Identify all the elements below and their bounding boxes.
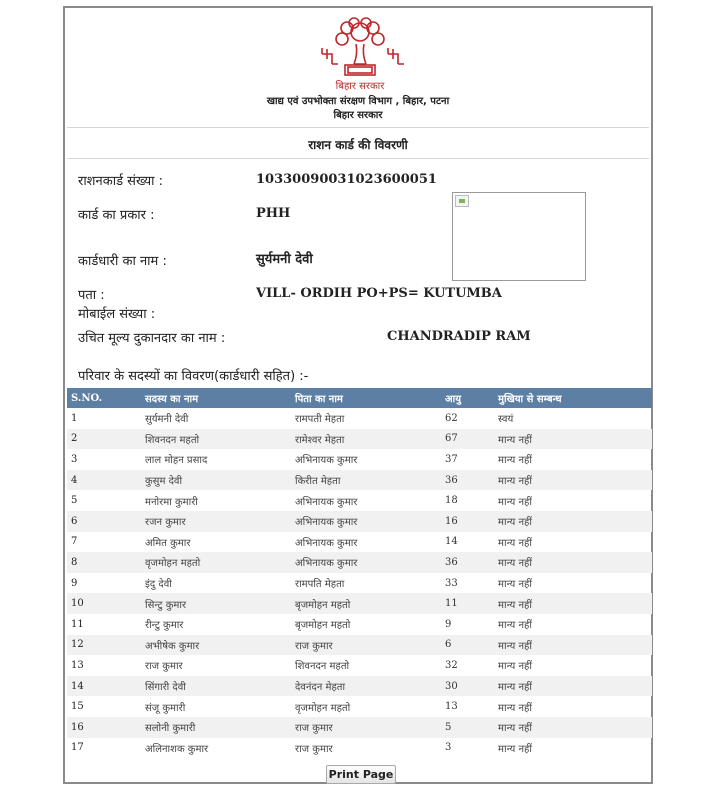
column-header: सदस्य का नाम bbox=[141, 388, 291, 408]
table-cell-age: 33 bbox=[445, 577, 458, 589]
address-label: पता : bbox=[78, 288, 105, 303]
table-cell-age: 13 bbox=[445, 701, 458, 713]
table-cell-age: 11 bbox=[441, 593, 494, 614]
table-cell-rel: मान्य नहीं bbox=[494, 429, 652, 450]
table-cell-sno: 6 bbox=[67, 511, 141, 532]
mobile-label: मोबाईल संख्या : bbox=[78, 307, 156, 322]
table-cell-father: रामेश्वर मेहता bbox=[291, 429, 441, 450]
table-cell-rel: मान्य नहीं bbox=[498, 579, 532, 591]
table-row bbox=[67, 614, 652, 635]
table-row bbox=[67, 449, 652, 470]
table-cell-name: सलोनी कुमारी bbox=[141, 717, 291, 738]
table-cell-father: वृजमोहन महतो bbox=[295, 702, 351, 714]
table-cell-name: अमित कुमार bbox=[145, 537, 191, 549]
holder-name: सुर्यमनी देवी bbox=[256, 252, 313, 267]
table-cell-rel: मान्य नहीं bbox=[494, 676, 652, 697]
table-cell-name: रजन कुमार bbox=[141, 511, 291, 532]
table-cell-name: शिवनदन महतो bbox=[141, 429, 291, 450]
table-header-row bbox=[67, 388, 652, 408]
table-cell-age: 14 bbox=[445, 536, 458, 548]
section-title: राशन कार्ड की विवरणी bbox=[308, 138, 408, 152]
table-cell-age: 9 bbox=[445, 618, 452, 630]
table-cell-father: बृजमोहन महतो bbox=[295, 620, 351, 632]
column-header: पिता का नाम bbox=[291, 388, 441, 408]
table-cell-father: अभिनायक कुमार bbox=[295, 455, 358, 467]
table-cell-name: रीन्टु कुमार bbox=[145, 620, 184, 632]
table-cell-rel: मान्य नहीं bbox=[498, 702, 532, 714]
table-cell-sno: 7 bbox=[71, 536, 78, 548]
table-cell-rel: मान्य नहीं bbox=[494, 552, 652, 573]
table-row bbox=[67, 490, 652, 511]
table-row bbox=[67, 573, 652, 594]
emblem-text: बिहार सरकार bbox=[335, 81, 385, 92]
table-cell-father: राज कुमार bbox=[291, 717, 441, 738]
table-cell-rel: मान्य नहीं bbox=[494, 593, 652, 614]
table-cell-name: संजू कुमारी bbox=[145, 702, 186, 714]
members-title: परिवार के सदस्यों का विवरण(कार्डधारी सहित) :- bbox=[78, 369, 309, 384]
table-cell-age: 37 bbox=[445, 453, 458, 465]
table-row bbox=[67, 470, 652, 491]
table-cell-father: अभिनायक कुमार bbox=[291, 552, 441, 573]
members-table bbox=[67, 388, 652, 758]
holder-name-label: कार्डधारी का नाम : bbox=[78, 254, 167, 269]
table-cell-father: रामपति मेहता bbox=[295, 579, 345, 591]
table-cell-name: अभीषेक कुमार bbox=[141, 635, 291, 656]
table-cell-sno: 16 bbox=[67, 717, 141, 738]
table-cell-father: शिवनदन महतो bbox=[295, 661, 350, 673]
divider bbox=[67, 158, 649, 159]
table-cell-rel: मान्य नहीं bbox=[498, 661, 532, 673]
table-cell-name: मनोरमा कुमारी bbox=[145, 496, 198, 508]
table-cell-rel: मान्य नहीं bbox=[498, 496, 532, 508]
ration-card-panel bbox=[63, 6, 653, 784]
table-cell-father: राज कुमार bbox=[291, 635, 441, 656]
table-row bbox=[67, 676, 652, 697]
table-cell-rel: मान्य नहीं bbox=[494, 470, 652, 491]
table-cell-rel: मान्य नहीं bbox=[498, 537, 532, 549]
table-cell-age: 6 bbox=[441, 635, 494, 656]
address: VILL- ORDIH PO+PS= KUTUMBA bbox=[256, 286, 502, 301]
table-row bbox=[67, 593, 652, 614]
table-cell-sno: 17 bbox=[71, 742, 84, 754]
table-row bbox=[67, 532, 652, 553]
table-cell-age: 16 bbox=[441, 511, 494, 532]
table-cell-age: 5 bbox=[441, 717, 494, 738]
table-row bbox=[67, 635, 652, 656]
table-cell-sno: 3 bbox=[71, 453, 78, 465]
table-cell-sno: 5 bbox=[71, 495, 78, 507]
table-cell-sno: 4 bbox=[67, 470, 141, 491]
table-cell-rel: मान्य नहीं bbox=[494, 511, 652, 532]
ration-card-no-label: राशनकार्ड संख्या : bbox=[78, 174, 163, 189]
table-cell-rel: मान्य नहीं bbox=[498, 743, 532, 755]
table-cell-sno: 8 bbox=[67, 552, 141, 573]
table-cell-rel: मान्य नहीं bbox=[498, 455, 532, 467]
table-cell-rel: मान्य नहीं bbox=[494, 717, 652, 738]
table-cell-name: वृजमोहन महतो bbox=[141, 552, 291, 573]
table-cell-sno: 14 bbox=[67, 676, 141, 697]
department-name: खाद्य एवं उपभोक्ता संरक्षण विभाग , बिहार, पटना bbox=[266, 96, 450, 107]
table-row bbox=[67, 696, 652, 717]
table-cell-name: राज कुमार bbox=[145, 661, 183, 673]
table-cell-age: 30 bbox=[441, 676, 494, 697]
table-cell-name: लाल मोहन प्रसाद bbox=[145, 455, 208, 467]
table-cell-rel: मान्य नहीं bbox=[494, 635, 652, 656]
bihar-emblem-icon bbox=[314, 14, 406, 92]
dealer-name: CHANDRADIP RAM bbox=[387, 329, 531, 344]
table-row bbox=[67, 429, 652, 450]
table-cell-father: रामपती मेहता bbox=[295, 414, 345, 426]
card-type-label: कार्ड का प्रकार : bbox=[78, 208, 155, 223]
dealer-label: उचित मूल्य दुकानदार का नाम : bbox=[78, 331, 226, 346]
table-cell-father: अभिनायक कुमार bbox=[295, 537, 358, 549]
table-cell-sno: 15 bbox=[71, 701, 84, 713]
broken-image-icon bbox=[455, 195, 469, 207]
table-row bbox=[67, 655, 652, 676]
card-type: PHH bbox=[256, 206, 291, 221]
table-row bbox=[67, 738, 652, 759]
table-cell-sno: 10 bbox=[67, 593, 141, 614]
table-cell-name: अलिनाशक कुमार bbox=[145, 743, 209, 755]
table-cell-name: सुर्यमनी देवी bbox=[145, 414, 189, 426]
table-cell-sno: 11 bbox=[71, 618, 84, 630]
column-header: S.NO. bbox=[67, 388, 141, 408]
divider bbox=[67, 127, 649, 128]
table-row bbox=[67, 552, 652, 573]
table-cell-name: सिंगारी देवी bbox=[141, 676, 291, 697]
table-cell-sno: 1 bbox=[71, 412, 78, 424]
ration-card-no: 10330090031023600051 bbox=[256, 172, 437, 187]
table-row bbox=[67, 511, 652, 532]
table-row bbox=[67, 717, 652, 738]
table-row bbox=[67, 408, 652, 429]
table-cell-father: देवनंदन मेहता bbox=[291, 676, 441, 697]
table-cell-father: राज कुमार bbox=[295, 743, 333, 755]
column-header: आयु bbox=[441, 388, 494, 408]
table-cell-age: 36 bbox=[441, 552, 494, 573]
table-cell-age: 36 bbox=[441, 470, 494, 491]
government-name: बिहार सरकार bbox=[333, 110, 383, 121]
table-cell-father: किरीत मेहता bbox=[291, 470, 441, 491]
table-cell-sno: 13 bbox=[71, 659, 84, 671]
table-cell-name: इंदु देवी bbox=[145, 579, 172, 591]
holder-photo bbox=[452, 192, 586, 281]
column-header: मुखिया से सम्बन्ध bbox=[494, 388, 652, 408]
table-cell-father: बृजमोहन महतो bbox=[291, 593, 441, 614]
table-cell-age: 3 bbox=[445, 742, 452, 754]
print-page-button[interactable]: Print Page bbox=[326, 765, 396, 784]
table-cell-father: अभिनायक कुमार bbox=[291, 511, 441, 532]
table-cell-sno: 12 bbox=[67, 635, 141, 656]
table-cell-age: 67 bbox=[441, 429, 494, 450]
table-cell-age: 62 bbox=[445, 412, 458, 424]
table-cell-sno: 2 bbox=[67, 429, 141, 450]
table-cell-rel: मान्य नहीं bbox=[498, 620, 532, 632]
table-cell-age: 18 bbox=[445, 495, 458, 507]
table-cell-name: कुसुम देवी bbox=[141, 470, 291, 491]
table-cell-name: सिन्टु कुमार bbox=[141, 593, 291, 614]
table-cell-age: 32 bbox=[445, 659, 458, 671]
table-cell-sno: 9 bbox=[71, 577, 78, 589]
table-cell-rel: स्वयं bbox=[498, 414, 514, 426]
table-cell-father: अभिनायक कुमार bbox=[295, 496, 358, 508]
